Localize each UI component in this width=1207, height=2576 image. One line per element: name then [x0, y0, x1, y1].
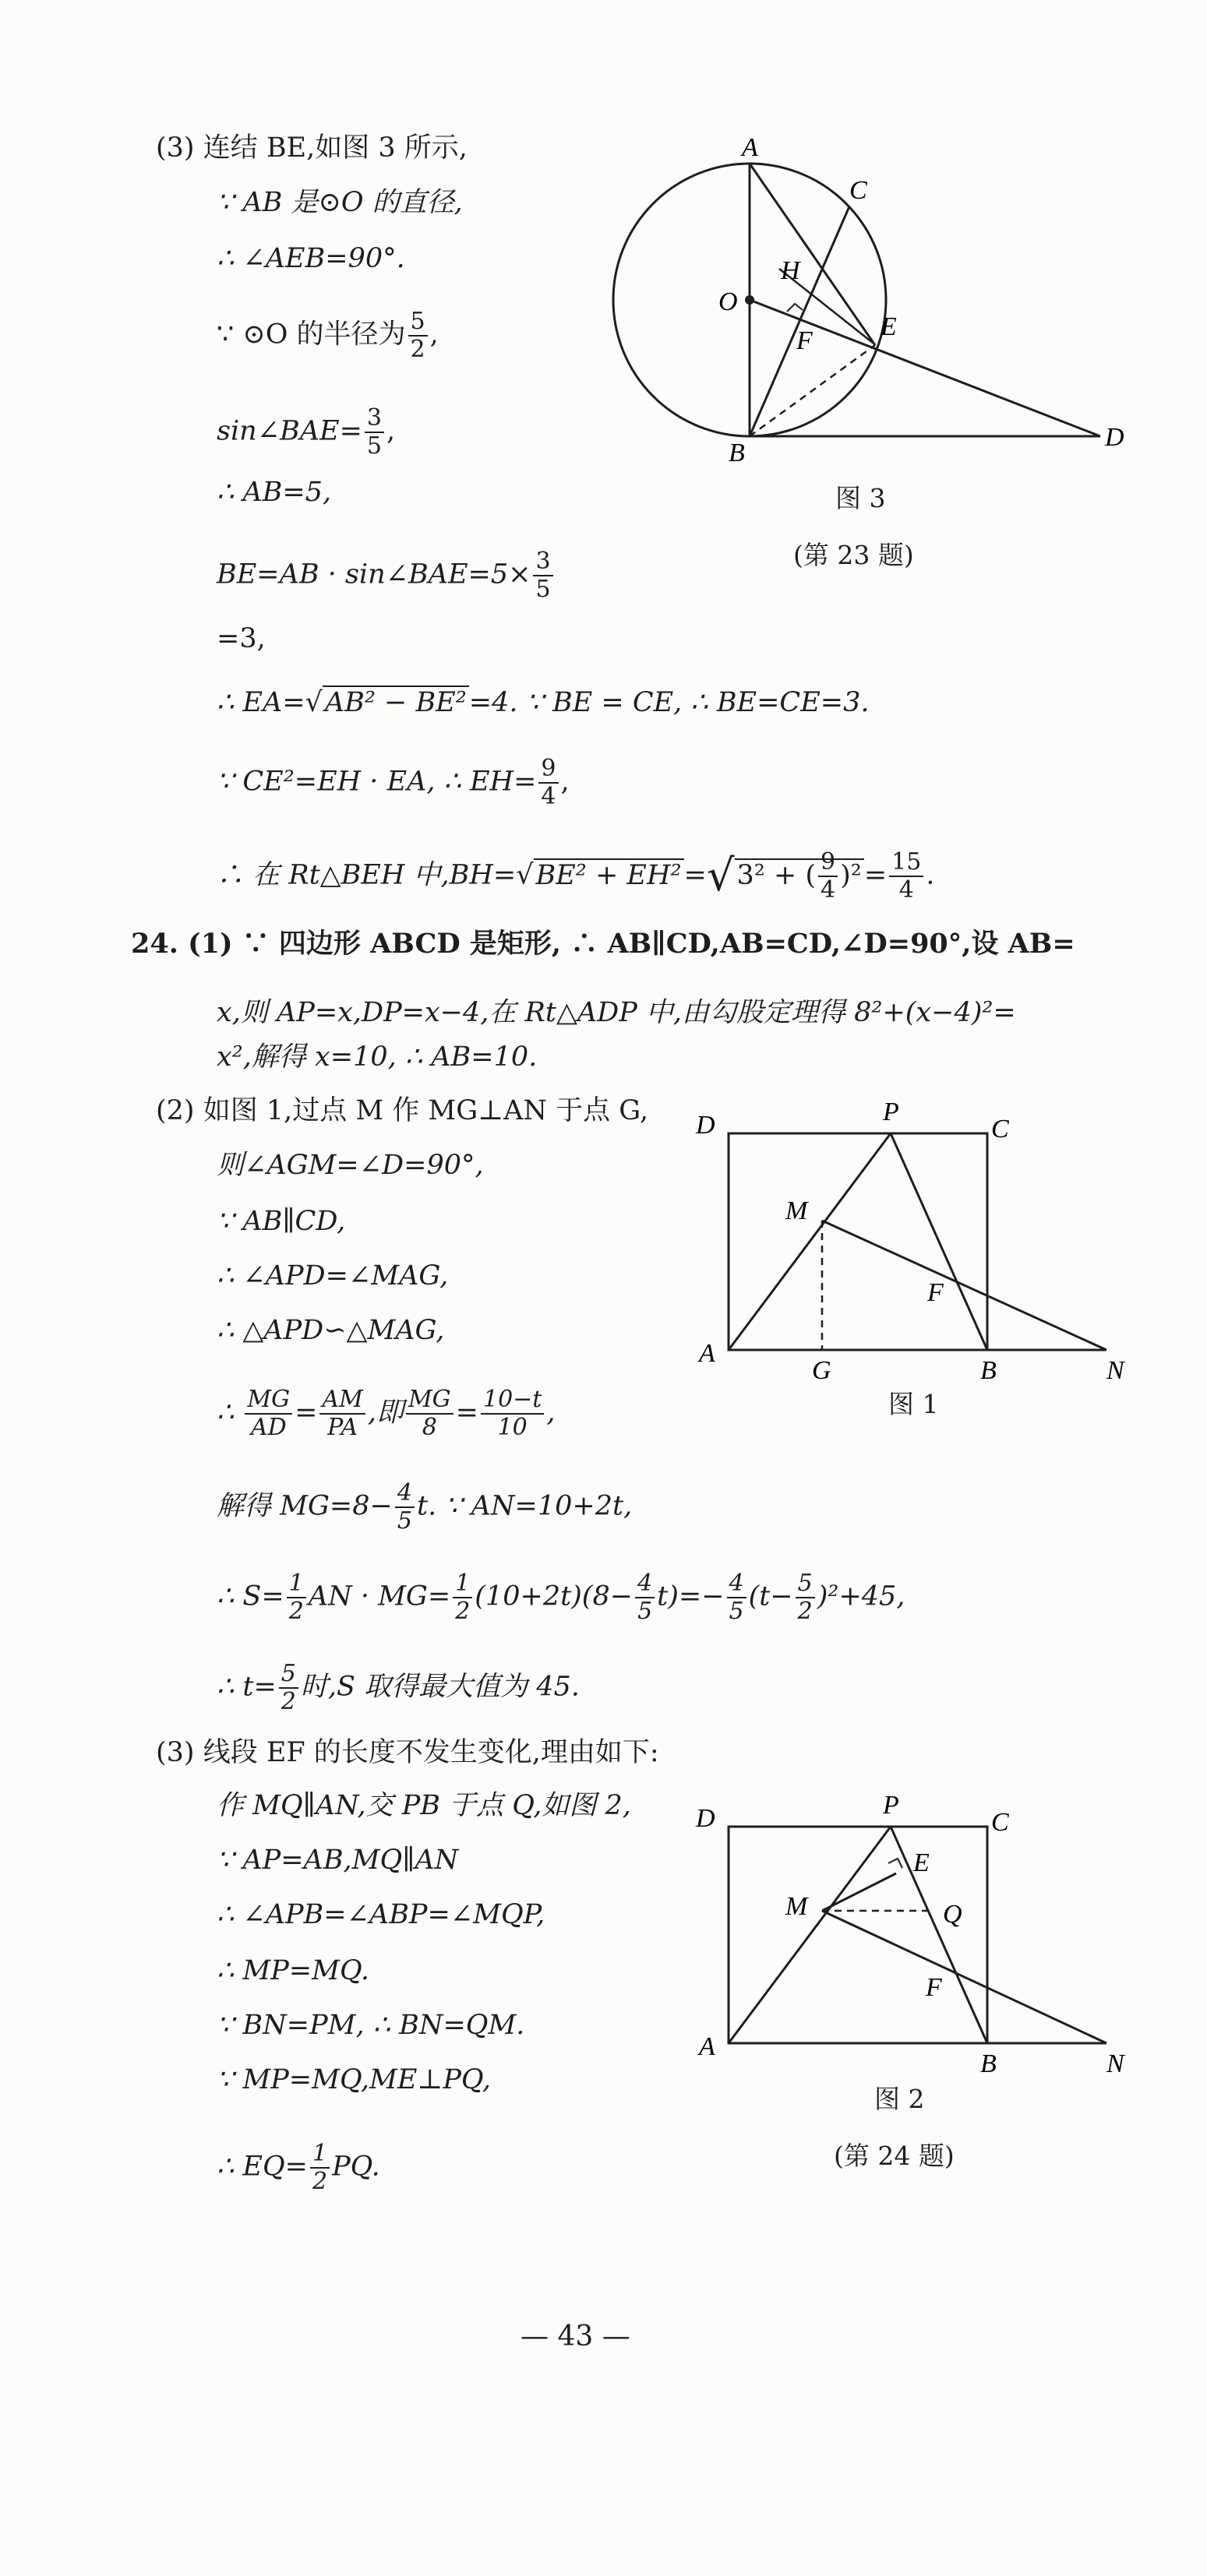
text-line: 作 MQ∥AN,交 PB 于点 Q,如图 2, [217, 1790, 631, 1821]
text-line: ∵ AB∥CD, [217, 1206, 346, 1237]
point-label-D: D [1105, 423, 1124, 452]
point-label-Q: Q [943, 1900, 962, 1929]
fraction: $\frac{9}{4}$ [818, 849, 838, 904]
point-label-A: A [699, 1339, 715, 1368]
figure-caption: 图 1 [888, 1389, 939, 1419]
point-label-G: G [812, 1356, 831, 1385]
point-label-N: N [1106, 2049, 1124, 2078]
point-label-O: O [718, 287, 738, 316]
point-label-C: C [849, 176, 867, 205]
question-label: (第 23 题) [793, 540, 914, 570]
text-line: ∴ MP=MQ. [217, 1955, 370, 1986]
text-line [131, 927, 1075, 961]
text-line [217, 548, 556, 603]
point-label-M: M [785, 1196, 808, 1225]
text-line: 解得 MG=8− $\frac{4}{5}$ t. ∵ AN=10+2t, [217, 1479, 633, 1535]
text-line: ∵ MP=MQ,ME⊥PQ, [217, 2064, 491, 2095]
point-label-H: H [781, 256, 800, 285]
point-label-F: F [927, 1278, 944, 1307]
point-label-N: N [1106, 1356, 1124, 1385]
fraction: $\frac{AM}{PA}$ [319, 1387, 365, 1441]
fraction: $\frac{5}{2}$ [408, 308, 428, 363]
sqrt-radicand: 3² + ( $\frac{9}{4}$ )² [735, 858, 864, 891]
text-line: ∴ S= $\frac{1}{2}$ AN · MG= $\frac{1}{2}$ (10+2t)(8− $\frac{4}{5}$ t)=− $\frac{4}{5}$ (t− $\frac{5}{2}$ )²+45, [217, 1570, 905, 1625]
text-line: x²,解得 x=10, ∴ AB=10. [217, 1041, 538, 1073]
point-label-D: D [696, 1111, 715, 1140]
text-line: ∴ 在 Rt△BEH 中,BH=√BE² + EH²=√3² + ( $\frac{9}{4}$ )²= $\frac{15}{4}$ . [217, 848, 935, 904]
figure-caption: 图 3 [835, 483, 886, 513]
text-segment: ∴ EA= [217, 687, 305, 718]
point-label-B: B [729, 439, 745, 467]
question-label: (第 24 题) [834, 2141, 955, 2171]
point-label-B: B [980, 2049, 997, 2078]
text-segment: ∵ CE²=EH · EA, ∴ EH= [217, 766, 537, 798]
point-label-F: F [796, 326, 813, 355]
text-line: ∴ ∠APD=∠MAG, [217, 1260, 449, 1292]
figure-2-diagram [686, 1784, 1153, 2080]
text-segment: ∵ ⊙O 的半径为 [217, 319, 406, 351]
text-line: ∴ △APD∽△MAG, [217, 1315, 445, 1346]
point-label-M: M [785, 1892, 808, 1921]
point-label-F: F [926, 1973, 942, 2002]
figure-1-diagram [686, 1091, 1153, 1387]
text-segment: sin∠BAE= [217, 415, 362, 447]
text-segment: BE=AB · sin∠BAE=5× [217, 559, 531, 590]
text-line: ∵ AB 是⊙O 的直径, [217, 187, 463, 218]
text-line: ∴ AB=5, [217, 477, 332, 508]
text-line: =3, [217, 623, 266, 654]
text-line: sin∠BAE= $\frac{3}{5}$ , [217, 404, 396, 460]
fraction: $\frac{4}{5}$ [635, 1570, 655, 1625]
text-line: (2) 如图 1,过点 M 作 MG⊥AN 于点 G, [156, 1095, 649, 1126]
text-line: (3) 线段 EF 的长度不发生变化,理由如下: [156, 1737, 659, 1768]
fraction: $\frac{MG}{8}$ [406, 1387, 454, 1441]
point-label-B: B [980, 1356, 997, 1385]
fraction: $\frac{9}{4}$ [538, 756, 558, 810]
point-label-C: C [991, 1808, 1009, 1837]
text-line: 则∠AGM=∠D=90°, [217, 1150, 484, 1181]
fraction: $\frac{5}{2}$ [796, 1570, 815, 1625]
text-line: ∴ EA=√AB² − BE²=4. ∵ BE = CE, ∴ BE=CE=3. [217, 687, 870, 718]
fraction: $\frac{4}{5}$ [727, 1570, 746, 1625]
text-line: ∴ ∠APB=∠ABP=∠MQP, [217, 1899, 545, 1930]
sqrt-radicand: AB² − BE² [323, 685, 469, 718]
fraction: $\frac{3}{5}$ [365, 405, 384, 460]
fraction: $\frac{4}{5}$ [395, 1480, 415, 1535]
text-line: ∵ CE²=EH · EA, ∴ EH= $\frac{9}{4}$ , [217, 755, 570, 810]
text-line: x,则 AP=x,DP=x−4,在 Rt△ADP 中,由勾股定理得 8²+(x−4)²= [217, 997, 1016, 1028]
text-line: ∵ ⊙O 的半径为 $\frac{5}{2}$ , [217, 308, 439, 363]
page-number: — 43 — [521, 2321, 630, 2352]
sqrt-radicand: BE² + EH² [534, 858, 684, 891]
text-line: ∴ EQ= $\frac{1}{2}$ PQ. [217, 2140, 380, 2195]
fraction: $\frac{5}{2}$ [279, 1661, 298, 1715]
figure-caption: 图 2 [874, 2084, 925, 2114]
text-line: ∴ $\frac{MG}{AD}$ = $\frac{AM}{PA}$ ,即 $\frac{MG}{8}$ = $\frac{10-t}{10}$ , [217, 1386, 556, 1441]
text-line: ∵ BN=PM, ∴ BN=QM. [217, 2010, 525, 2041]
point-label-E: E [913, 1848, 930, 1877]
point-label-C: C [991, 1115, 1009, 1144]
fraction: $\frac{1}{2}$ [453, 1570, 472, 1625]
text-line: ∵ AP=AB,MQ∥AN [217, 1845, 459, 1876]
fraction: $\frac{10-t}{10}$ [481, 1387, 544, 1441]
point-label-P: P [883, 1098, 899, 1126]
text-segment: ∴ 在 Rt△BEH 中,BH= [217, 859, 517, 891]
fraction: $\frac{3}{5}$ [533, 548, 552, 603]
text-line: ∴ ∠AEB=90°. [217, 243, 405, 274]
point-label-A: A [699, 2032, 715, 2061]
point-label-A: A [742, 133, 758, 162]
point-label-E: E [881, 312, 897, 341]
figure-3-diagram [592, 125, 1153, 467]
text-line: ∴ t= $\frac{5}{2}$ 时,S 取得最大值为 45. [217, 1660, 580, 1715]
text-line: (3) 连结 BE,如图 3 所示, [156, 132, 468, 164]
point-label-D: D [696, 1804, 715, 1833]
point-label-P: P [883, 1791, 899, 1820]
fraction: $\frac{MG}{AD}$ [245, 1387, 292, 1441]
fraction: $\frac{15}{4}$ [889, 849, 923, 904]
text-segment: =4. ∵ BE = CE, ∴ BE=CE=3. [468, 687, 870, 718]
fraction: $\frac{1}{2}$ [287, 1570, 306, 1625]
question-number: 24. (1) ∵ 四边形 ABCD 是矩形, ∴ AB∥CD,AB=CD,∠D=90°,设 AB= [131, 928, 1075, 960]
fraction: $\frac{1}{2}$ [310, 2141, 330, 2195]
